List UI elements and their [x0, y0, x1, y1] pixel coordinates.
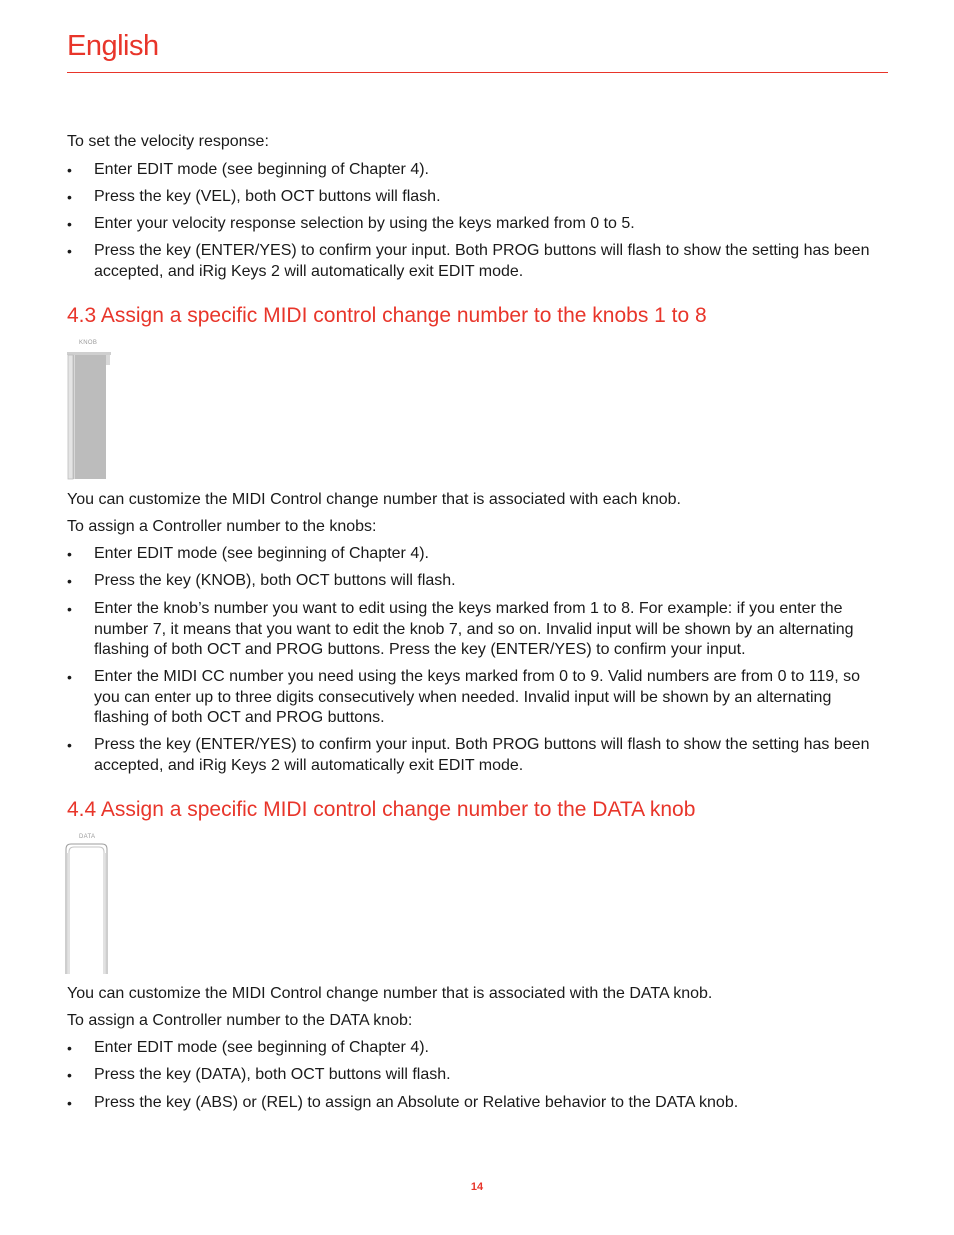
list-item-text: Enter the MIDI CC number you need using the keys marked from 0 to 9. Valid numbers are from 0 to 119, so you can enter up to three digits consecutively when needed. Invalid input will be shown by an alternating flashing of both OCT and PROG buttons. — [94, 668, 860, 726]
bullet-icon: • — [67, 162, 72, 178]
list-item — [67, 160, 888, 181]
section-4-4-paragraph-1: You can customize the MIDI Control change number that is associated with the DATA knob. — [67, 985, 713, 1002]
list-item-text: Press the key (VEL), both OCT buttons will flash. — [94, 188, 441, 205]
data-knob-icon — [65, 843, 109, 980]
list-item-text: Press the key (ENTER/YES) to confirm your input. Both PROG buttons will flash to show the setting has been accepted, and iRig Keys 2 will automatically exit EDIT mode. — [94, 242, 870, 280]
list-item — [67, 667, 888, 729]
list-item-text: Press the key (DATA), both OCT buttons will flash. — [94, 1066, 451, 1083]
bullet-icon: • — [67, 189, 72, 205]
list-item-text: Enter your velocity response selection by using the keys marked from 0 to 5. — [94, 215, 635, 232]
section-heading-4-3: 4.3 Assign a specific MIDI control change number to the knobs 1 to 8 — [67, 304, 707, 327]
bullet-icon: • — [67, 1067, 72, 1083]
bullet-icon: • — [67, 1040, 72, 1056]
bullet-icon: • — [67, 243, 72, 259]
section-4-3-paragraph-1: You can customize the MIDI Control change number that is associated with each knob. — [67, 491, 681, 508]
list-item-text: Enter the knob’s number you want to edit using the keys marked from 1 to 8. For example: if you enter the number 7, it means that you want to edit the knob 7, and so on. Invalid input will be shown by an alternating flashing of both OCT and PROG buttons. Press the key (ENTER/YES) to confirm your input. — [94, 600, 854, 658]
list-item — [67, 571, 888, 592]
list-item — [67, 187, 888, 208]
bullet-icon: • — [67, 737, 72, 753]
list-item-text: Press the key (ENTER/YES) to confirm your input. Both PROG buttons will flash to show the setting has been accepted, and iRig Keys 2 will automatically exit EDIT mode. — [94, 736, 870, 774]
bullet-icon: • — [67, 1095, 72, 1111]
bullet-icon: • — [67, 573, 72, 589]
list-item — [67, 735, 888, 776]
section-heading-4-4: 4.4 Assign a specific MIDI control change number to the DATA knob — [67, 798, 696, 821]
list-item-text: Press the key (ABS) or (REL) to assign an Absolute or Relative behavior to the DATA knob. — [94, 1094, 739, 1111]
list-item-text: Enter EDIT mode (see beginning of Chapter 4). — [94, 545, 429, 562]
section-4-3-paragraph-2: To assign a Controller number to the knobs: — [67, 518, 377, 535]
list-item — [67, 1065, 888, 1086]
list-item — [67, 1093, 888, 1114]
page-header-title: English — [67, 30, 159, 62]
bullet-icon: • — [67, 546, 72, 562]
velocity-intro: To set the velocity response: — [67, 133, 269, 150]
knob-slider-icon — [66, 348, 112, 485]
page-number: 14 — [470, 1181, 484, 1193]
bullet-icon: • — [67, 601, 72, 617]
bullet-icon: • — [67, 669, 72, 685]
knob-graphic-label: KNOB — [79, 340, 98, 346]
section-4-4-paragraph-2: To assign a Controller number to the DATA knob: — [67, 1012, 413, 1029]
list-item — [67, 241, 888, 282]
data-graphic-label: DATA — [79, 834, 96, 840]
bullet-icon: • — [67, 216, 72, 232]
list-item — [67, 599, 888, 661]
list-item-text: Press the key (KNOB), both OCT buttons will flash. — [94, 572, 456, 589]
list-item — [67, 214, 888, 235]
header-divider — [67, 72, 888, 73]
list-item — [67, 1038, 888, 1059]
list-item-text: Enter EDIT mode (see beginning of Chapter 4). — [94, 161, 429, 178]
list-item — [67, 544, 888, 565]
list-item-text: Enter EDIT mode (see beginning of Chapter 4). — [94, 1039, 429, 1056]
